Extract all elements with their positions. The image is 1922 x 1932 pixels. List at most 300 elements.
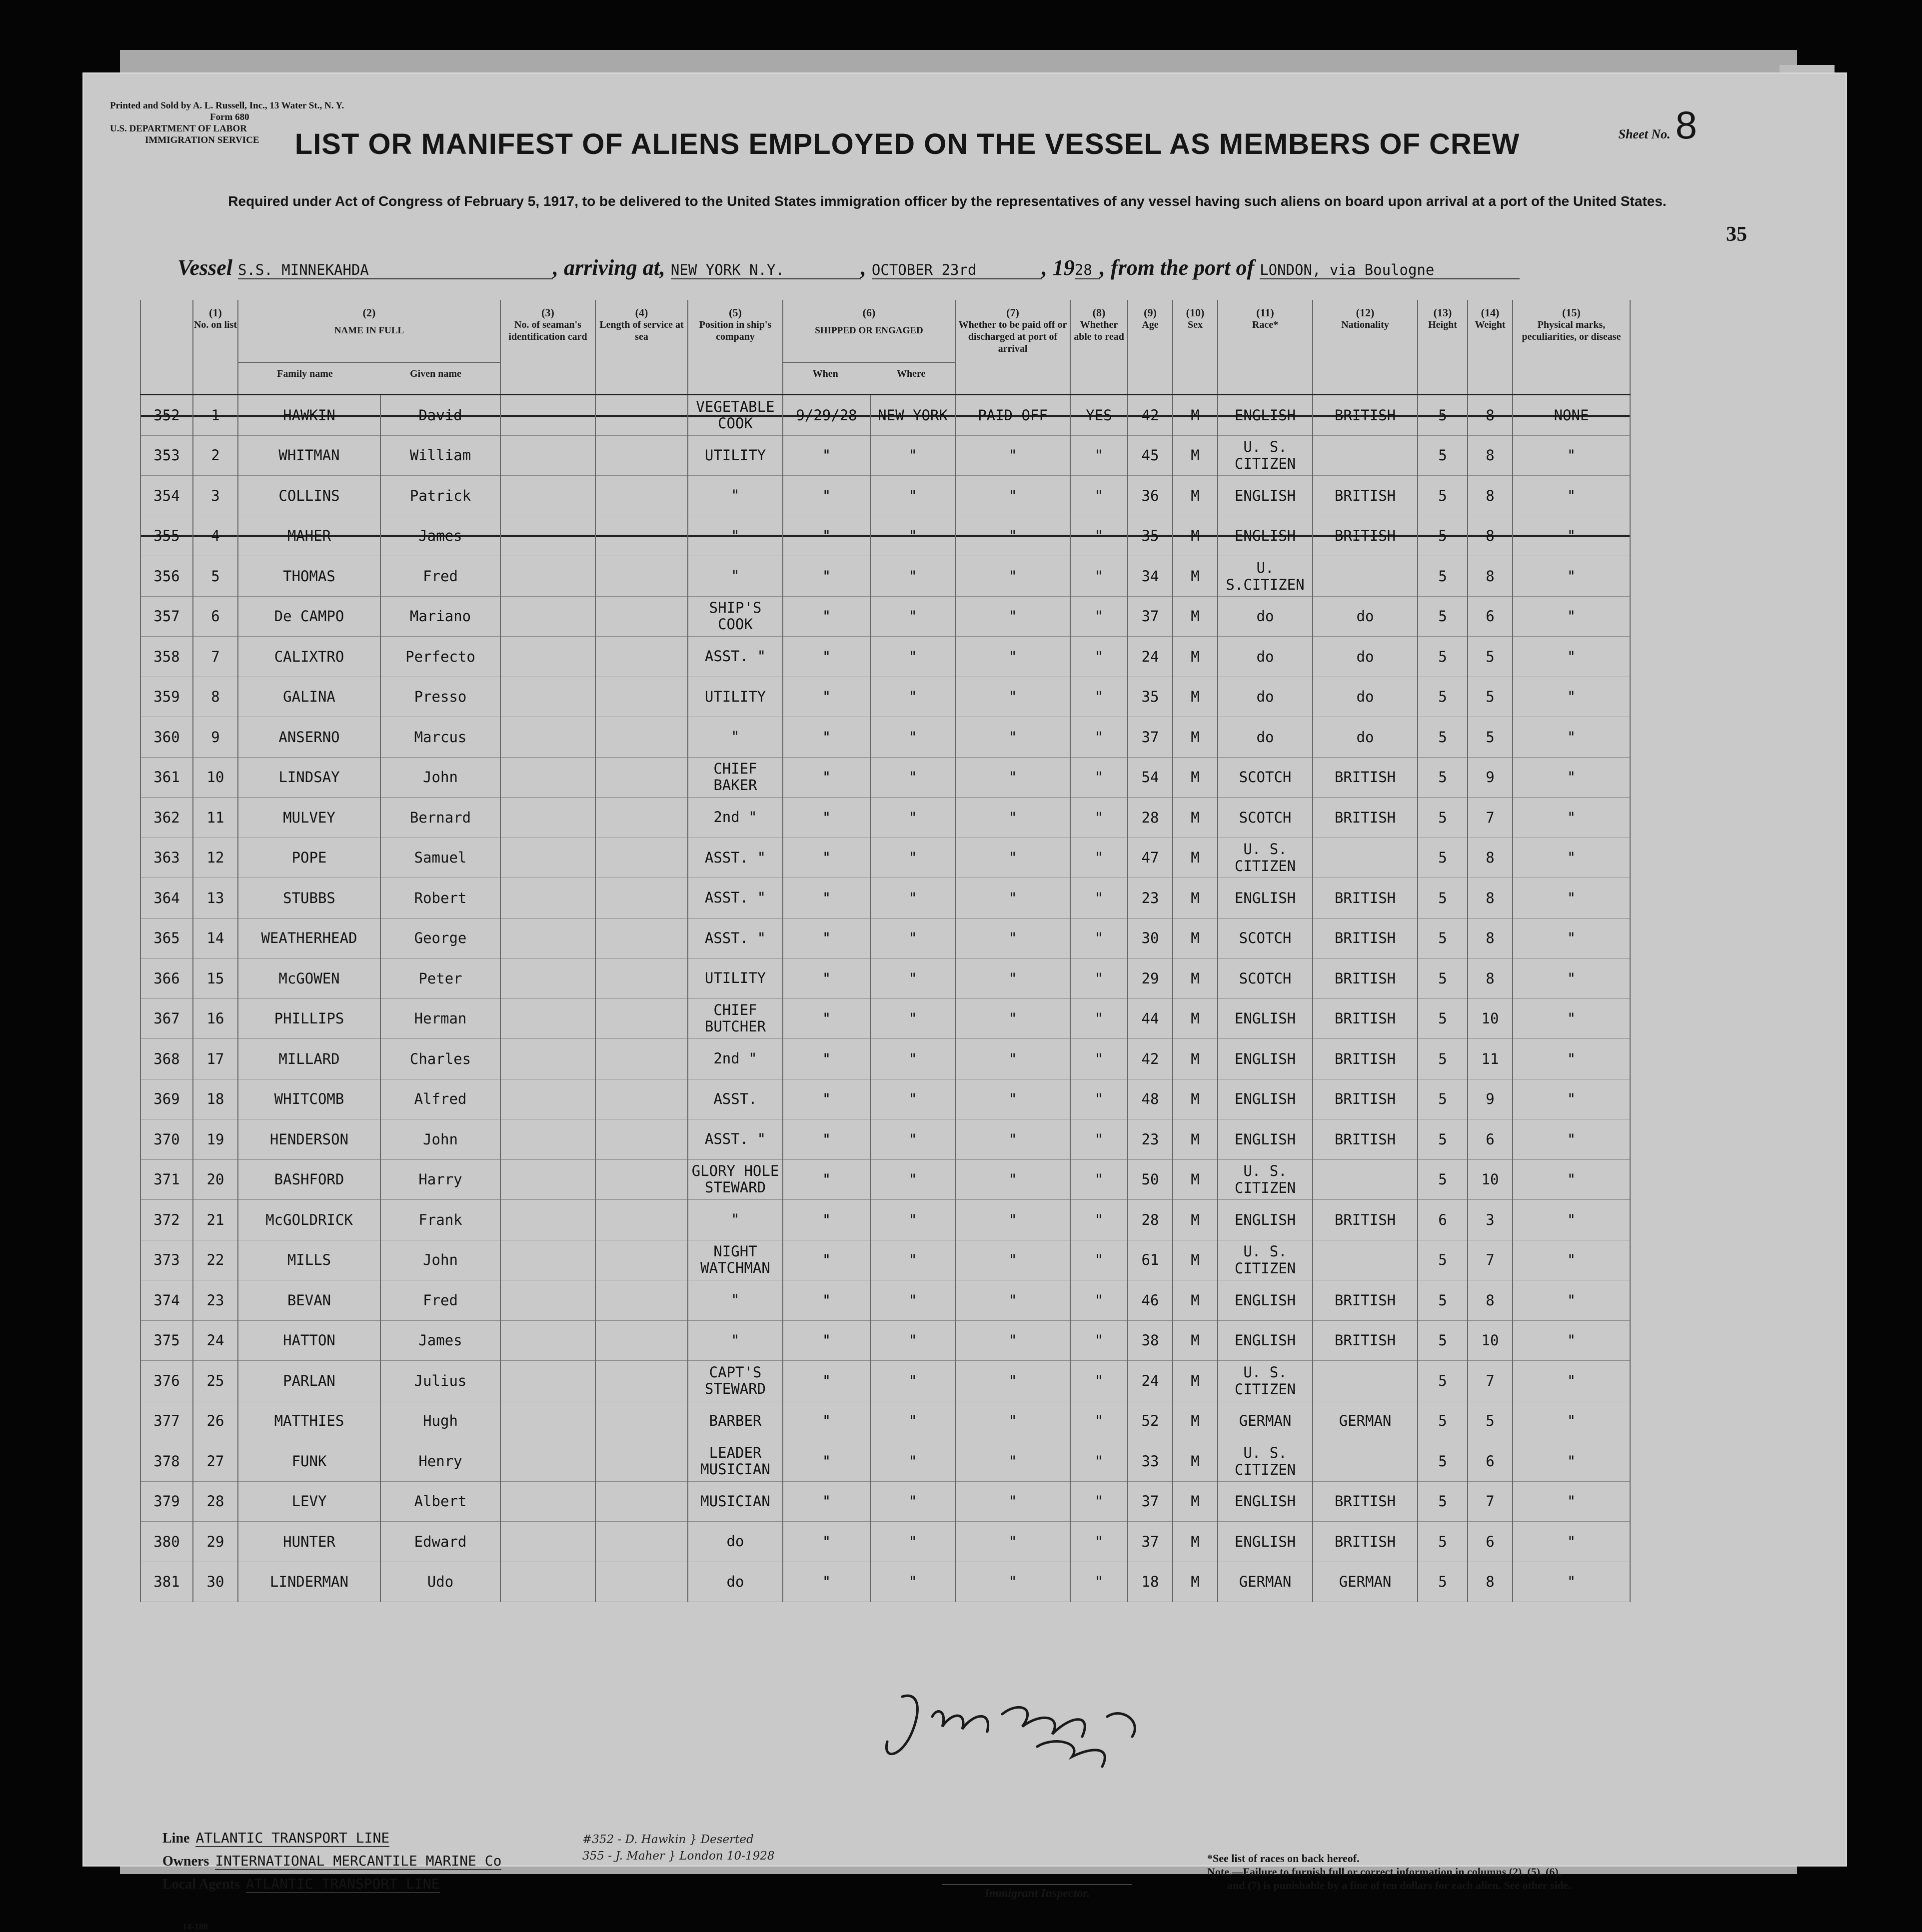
nationality: BRITISH: [1313, 1320, 1418, 1361]
list-number: 8: [193, 677, 238, 717]
seaman-id-cell: [500, 1079, 595, 1119]
race: U. S. CITIZEN: [1218, 838, 1313, 878]
shipped-where: ": [870, 717, 955, 758]
height: 5: [1418, 717, 1468, 758]
physical-marks: ": [1513, 1562, 1630, 1602]
seaman-id-cell: [500, 556, 595, 597]
table-row: [140, 1361, 1630, 1401]
position: do: [688, 1562, 783, 1602]
service-length-cell: [595, 959, 688, 999]
shipped-when: ": [783, 1200, 870, 1240]
physical-marks: ": [1513, 516, 1630, 556]
note-line: *See list of races on back hereof.: [1207, 1852, 1360, 1865]
header-race: Race*: [1218, 319, 1313, 395]
paid-off: ": [955, 1159, 1070, 1200]
table-row: [140, 476, 1630, 516]
seaman-id-cell: [500, 878, 595, 919]
able-to-read: ": [1070, 1522, 1128, 1562]
nationality: BRITISH: [1313, 998, 1418, 1039]
header-shipped-label: SHIPPED OR ENGAGED: [815, 325, 923, 336]
table-row: [140, 1320, 1630, 1361]
margin-line-number: 356: [140, 556, 193, 597]
able-to-read: ": [1070, 1401, 1128, 1441]
race: U. S. CITIZEN: [1218, 1441, 1313, 1482]
inspector-label: Immigrant Inspector.: [942, 1884, 1132, 1901]
nationality: BRITISH: [1313, 959, 1418, 999]
table-row: [140, 1441, 1630, 1482]
sex: M: [1173, 556, 1218, 597]
paid-off: ": [955, 878, 1070, 919]
service-length-cell: [595, 1441, 688, 1482]
seaman-id-cell: [500, 637, 595, 677]
height: 5: [1418, 918, 1468, 959]
race: GERMAN: [1218, 1562, 1313, 1602]
paid-off: ": [955, 798, 1070, 838]
shipped-where: ": [870, 1240, 955, 1280]
physical-marks: ": [1513, 798, 1630, 838]
able-to-read: YES: [1070, 395, 1128, 436]
table-row: [140, 677, 1630, 717]
weight: 7: [1468, 798, 1513, 838]
shipped-when: ": [783, 717, 870, 758]
physical-marks: ": [1513, 1481, 1630, 1522]
footer-agents-row: [162, 1873, 501, 1896]
given-name: John: [380, 1119, 500, 1160]
age: 45: [1128, 435, 1173, 476]
service-length-cell: [595, 395, 688, 436]
race: SCOTCH: [1218, 918, 1313, 959]
paid-off: ": [955, 1200, 1070, 1240]
nationality: [1313, 556, 1418, 597]
table-row: [140, 918, 1630, 959]
race: ENGLISH: [1218, 1280, 1313, 1321]
list-number: 22: [193, 1240, 238, 1280]
sex: M: [1173, 878, 1218, 919]
shipped-when: ": [783, 637, 870, 677]
age: 24: [1128, 1361, 1173, 1401]
given-name: John: [380, 757, 500, 798]
owners-label: Owners: [162, 1854, 209, 1869]
seaman-id-cell: [500, 1562, 595, 1602]
position: 2nd ": [688, 1039, 783, 1079]
physical-marks: ": [1513, 1240, 1630, 1280]
footer-line-row: [162, 1827, 501, 1850]
shipped-where: NEW YORK: [870, 395, 955, 436]
age: 52: [1128, 1401, 1173, 1441]
physical-marks: ": [1513, 677, 1630, 717]
year-prefix: 19: [1052, 255, 1075, 280]
service-length-cell: [595, 918, 688, 959]
position: ": [688, 717, 783, 758]
race: SCOTCH: [1218, 757, 1313, 798]
weight: 8: [1468, 516, 1513, 556]
given-name: James: [380, 1320, 500, 1361]
list-number: 18: [193, 1079, 238, 1119]
height: 5: [1418, 1280, 1468, 1321]
race: ENGLISH: [1218, 1039, 1313, 1079]
age: 29: [1128, 959, 1173, 999]
column-number: (2): [238, 300, 500, 319]
paid-off: ": [955, 1079, 1070, 1119]
service-length-cell: [595, 1562, 688, 1602]
sex: M: [1173, 1280, 1218, 1321]
race: ENGLISH: [1218, 998, 1313, 1039]
physical-marks: ": [1513, 1401, 1630, 1441]
shipped-when: ": [783, 959, 870, 999]
sex: M: [1173, 1240, 1218, 1280]
shipped-where: ": [870, 959, 955, 999]
paid-off: ": [955, 717, 1070, 758]
header-name-label: NAME IN FULL: [334, 325, 404, 336]
physical-marks: ": [1513, 959, 1630, 999]
shipped-when: ": [783, 516, 870, 556]
able-to-read: ": [1070, 677, 1128, 717]
column-number: (13): [1418, 300, 1468, 319]
able-to-read: ": [1070, 1079, 1128, 1119]
shipped-where: ": [870, 838, 955, 878]
position: do: [688, 1522, 783, 1562]
column-header-row: [140, 319, 1630, 395]
margin-line-number: 357: [140, 596, 193, 637]
list-number: 13: [193, 878, 238, 919]
list-number: 5: [193, 556, 238, 597]
age: 44: [1128, 998, 1173, 1039]
position: ": [688, 516, 783, 556]
list-number: 15: [193, 959, 238, 999]
header-given-name: Given name: [410, 368, 461, 379]
given-name: Julius: [380, 1361, 500, 1401]
header-sex: Sex: [1173, 319, 1218, 395]
sex: M: [1173, 998, 1218, 1039]
position: UTILITY: [688, 677, 783, 717]
service-length-cell: [595, 1320, 688, 1361]
family-name: MILLARD: [238, 1039, 380, 1079]
position: ": [688, 476, 783, 516]
race: ENGLISH: [1218, 1079, 1313, 1119]
race: GERMAN: [1218, 1401, 1313, 1441]
paid-off: ": [955, 1240, 1070, 1280]
position: ": [688, 1320, 783, 1361]
margin-line-number: 370: [140, 1119, 193, 1160]
weight: 8: [1468, 1280, 1513, 1321]
column-number: (1): [193, 300, 238, 319]
race: SCOTCH: [1218, 798, 1313, 838]
list-number: 11: [193, 798, 238, 838]
shipped-when: ": [783, 1159, 870, 1200]
race: ENGLISH: [1218, 878, 1313, 919]
header-where: Where: [896, 368, 926, 379]
sex: M: [1173, 717, 1218, 758]
shipped-when: ": [783, 1401, 870, 1441]
age: 28: [1128, 798, 1173, 838]
age: 37: [1128, 717, 1173, 758]
able-to-read: ": [1070, 998, 1128, 1039]
family-name: COLLINS: [238, 476, 380, 516]
family-name: PHILLIPS: [238, 998, 380, 1039]
able-to-read: ": [1070, 1280, 1128, 1321]
margin-line-number: 381: [140, 1562, 193, 1602]
family-name: STUBBS: [238, 878, 380, 919]
list-number: 27: [193, 1441, 238, 1482]
seaman-id-cell: [500, 1522, 595, 1562]
shipped-when: ": [783, 596, 870, 637]
desertion-note-line: #352 - D. Hawkin } Deserted: [582, 1833, 754, 1846]
crew-rows: [140, 395, 1630, 1602]
sex: M: [1173, 435, 1218, 476]
race: ENGLISH: [1218, 1522, 1313, 1562]
weight: 9: [1468, 1079, 1513, 1119]
family-name: MULVEY: [238, 798, 380, 838]
age: 37: [1128, 1522, 1173, 1562]
header-paid-off: Whether to be paid off or discharged at port of arrival: [955, 319, 1070, 395]
paid-off: ": [955, 1481, 1070, 1522]
column-number: (9): [1128, 300, 1173, 319]
crew-table: [140, 300, 1631, 1602]
given-name: Albert: [380, 1481, 500, 1522]
shipped-where: ": [870, 637, 955, 677]
shipped-when: ": [783, 757, 870, 798]
position: CAPT'S STEWARD: [688, 1361, 783, 1401]
seaman-id-cell: [500, 435, 595, 476]
list-number: 29: [193, 1522, 238, 1562]
header-no-on-list: No. on list: [193, 319, 238, 395]
able-to-read: ": [1070, 798, 1128, 838]
seaman-id-cell: [500, 798, 595, 838]
weight: 7: [1468, 1240, 1513, 1280]
column-number: (6): [783, 300, 955, 319]
able-to-read: ": [1070, 435, 1128, 476]
service-length-cell: [595, 476, 688, 516]
height: 5: [1418, 1039, 1468, 1079]
margin-line-number: 372: [140, 1200, 193, 1240]
able-to-read: ": [1070, 556, 1128, 597]
given-name: Robert: [380, 878, 500, 919]
able-to-read: ": [1070, 596, 1128, 637]
list-number: 9: [193, 717, 238, 758]
table-row: [140, 878, 1630, 919]
table-row: [140, 959, 1630, 999]
column-number: (14): [1468, 300, 1513, 319]
sex: M: [1173, 1522, 1218, 1562]
nationality: BRITISH: [1313, 1039, 1418, 1079]
nationality: [1313, 1159, 1418, 1200]
table-row: [140, 1522, 1630, 1562]
table-row: [140, 516, 1630, 556]
footer-notes: [1207, 1852, 1571, 1892]
shipped-where: ": [870, 757, 955, 798]
column-number: (5): [688, 300, 783, 319]
race: U. S. CITIZEN: [1218, 1361, 1313, 1401]
margin-line-number: 368: [140, 1039, 193, 1079]
height: 5: [1418, 1240, 1468, 1280]
margin-line-number: 374: [140, 1280, 193, 1321]
weight: 5: [1468, 717, 1513, 758]
position: UTILITY: [688, 959, 783, 999]
race: ENGLISH: [1218, 516, 1313, 556]
header-length-of-service: Length of service at sea: [595, 319, 688, 395]
shipped-when: ": [783, 677, 870, 717]
able-to-read: ": [1070, 1159, 1128, 1200]
department-line: U.S. DEPARTMENT OF LABOR: [110, 123, 247, 134]
seaman-id-cell: [500, 1119, 595, 1160]
race: ENGLISH: [1218, 395, 1313, 436]
list-number: 24: [193, 1320, 238, 1361]
family-name: HUNTER: [238, 1522, 380, 1562]
service-length-cell: [595, 1159, 688, 1200]
nationality: BRITISH: [1313, 878, 1418, 919]
list-number: 17: [193, 1039, 238, 1079]
arriving-label: , arriving at,: [553, 255, 665, 280]
margin-line-number: 363: [140, 838, 193, 878]
service-length-cell: [595, 878, 688, 919]
position: GLORY HOLE STEWARD: [688, 1159, 783, 1200]
nationality: [1313, 1441, 1418, 1482]
weight: 8: [1468, 476, 1513, 516]
printer-line: Printed and Sold by A. L. Russell, Inc., 13 Water St., N. Y.: [110, 100, 344, 111]
height: 5: [1418, 556, 1468, 597]
weight: 10: [1468, 998, 1513, 1039]
family-name: MATTHIES: [238, 1401, 380, 1441]
table-row: [140, 717, 1630, 758]
paid-off: ": [955, 476, 1070, 516]
weight: 3: [1468, 1200, 1513, 1240]
height: 5: [1418, 1401, 1468, 1441]
shipped-when: ": [783, 1240, 870, 1280]
shipped-when: ": [783, 918, 870, 959]
table-row: [140, 1280, 1630, 1321]
service-length-cell: [595, 798, 688, 838]
height: 5: [1418, 677, 1468, 717]
height: 5: [1418, 1361, 1468, 1401]
margin-line-number: 352: [140, 395, 193, 436]
height: 5: [1418, 1320, 1468, 1361]
header-name-in-full: [238, 319, 500, 395]
margin-line-number: 376: [140, 1361, 193, 1401]
race: ENGLISH: [1218, 476, 1313, 516]
shipped-where: ": [870, 1481, 955, 1522]
nationality: do: [1313, 677, 1418, 717]
list-number: 14: [193, 918, 238, 959]
sex: M: [1173, 1562, 1218, 1602]
family-name: De CAMPO: [238, 596, 380, 637]
age: 37: [1128, 1481, 1173, 1522]
paid-off: ": [955, 1039, 1070, 1079]
position: NIGHT WATCHMAN: [688, 1240, 783, 1280]
margin-line-number: 373: [140, 1240, 193, 1280]
paid-off: ": [955, 1562, 1070, 1602]
height: 5: [1418, 637, 1468, 677]
header-shipped-engaged: [783, 319, 955, 395]
family-name: BEVAN: [238, 1280, 380, 1321]
service-length-cell: [595, 677, 688, 717]
seaman-id-cell: [500, 1240, 595, 1280]
nationality: BRITISH: [1313, 1522, 1418, 1562]
weight: 5: [1468, 637, 1513, 677]
able-to-read: ": [1070, 1562, 1128, 1602]
able-to-read: ": [1070, 637, 1128, 677]
age: 46: [1128, 1280, 1173, 1321]
sex: M: [1173, 1481, 1218, 1522]
age: 37: [1128, 596, 1173, 637]
margin-line-number: 358: [140, 637, 193, 677]
list-number: 26: [193, 1401, 238, 1441]
agents-value: ATLANTIC TRANSPORT LINE: [245, 1876, 440, 1892]
owners-value: INTERNATIONAL MERCANTILE MARINE Co: [215, 1853, 502, 1869]
paid-off: ": [955, 838, 1070, 878]
service-length-cell: [595, 717, 688, 758]
paid-off: ": [955, 1361, 1070, 1401]
height: 5: [1418, 878, 1468, 919]
given-name: Fred: [380, 556, 500, 597]
height: 5: [1418, 516, 1468, 556]
given-name: Harry: [380, 1159, 500, 1200]
physical-marks: NONE: [1513, 395, 1630, 436]
family-name: McGOLDRICK: [238, 1200, 380, 1240]
weight: 8: [1468, 435, 1513, 476]
list-number: 16: [193, 998, 238, 1039]
table-row: [140, 1562, 1630, 1602]
list-number: 19: [193, 1119, 238, 1160]
paid-off: ": [955, 959, 1070, 999]
given-name: Patrick: [380, 476, 500, 516]
table-row: [140, 1200, 1630, 1240]
footer-owner-block: [162, 1827, 501, 1896]
family-name: LINDSAY: [238, 757, 380, 798]
list-number: 10: [193, 757, 238, 798]
age: 18: [1128, 1562, 1173, 1602]
age: 48: [1128, 1079, 1173, 1119]
service-length-cell: [595, 556, 688, 597]
nationality: [1313, 838, 1418, 878]
note-line: and (7) is punishable by a fine of ten dollars for each alien. See other side.: [1227, 1879, 1571, 1892]
seaman-id-cell: [500, 1320, 595, 1361]
service-length-cell: [595, 1119, 688, 1160]
shipped-where: ": [870, 1441, 955, 1482]
physical-marks: ": [1513, 1159, 1630, 1200]
family-name: FUNK: [238, 1441, 380, 1482]
age: 33: [1128, 1441, 1173, 1482]
shipped-when: ": [783, 476, 870, 516]
form-number: 14-180: [182, 1922, 208, 1932]
seaman-id-cell: [500, 1441, 595, 1482]
physical-marks: ": [1513, 1039, 1630, 1079]
shipped-where: ": [870, 1200, 955, 1240]
arrival-port: NEW YORK N.Y.: [671, 261, 861, 279]
sex: M: [1173, 1039, 1218, 1079]
nationality: do: [1313, 596, 1418, 637]
nationality: [1313, 1361, 1418, 1401]
sheet-number-label: Sheet No.: [1618, 127, 1671, 141]
seaman-id-cell: [500, 959, 595, 999]
position: BARBER: [688, 1401, 783, 1441]
seaman-id-cell: [500, 1361, 595, 1401]
list-number: 4: [193, 516, 238, 556]
list-number: 1: [193, 395, 238, 436]
table-row: [140, 1119, 1630, 1160]
position: ": [688, 1200, 783, 1240]
table-row: [140, 1481, 1630, 1522]
family-name: PARLAN: [238, 1361, 380, 1401]
list-number: 20: [193, 1159, 238, 1200]
race: do: [1218, 596, 1313, 637]
sex: M: [1173, 476, 1218, 516]
position: 2nd ": [688, 798, 783, 838]
shipped-where: ": [870, 798, 955, 838]
margin-line-number: 378: [140, 1441, 193, 1482]
physical-marks: ": [1513, 838, 1630, 878]
shipped-where: ": [870, 918, 955, 959]
age: 35: [1128, 677, 1173, 717]
